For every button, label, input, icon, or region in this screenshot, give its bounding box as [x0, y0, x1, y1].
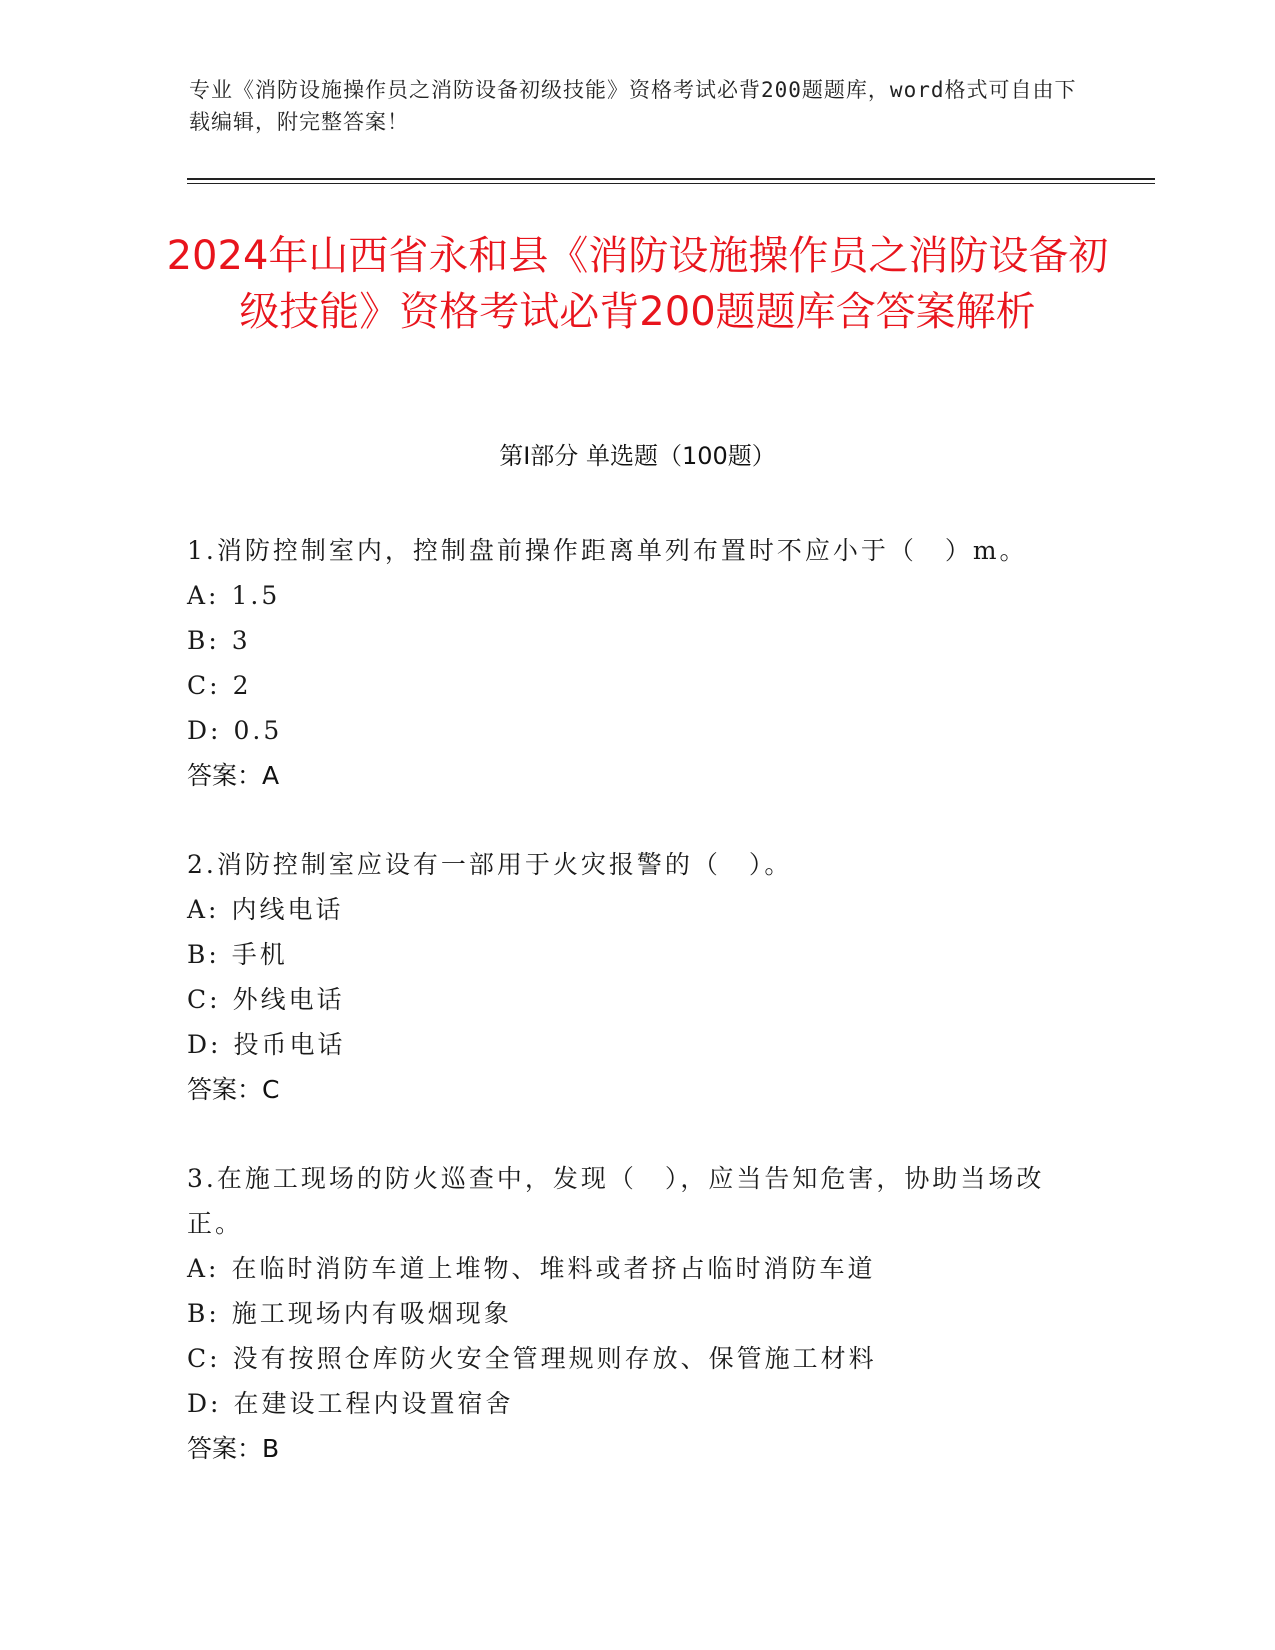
option-text: 外线电话 — [232, 985, 345, 1014]
option-text: 在临时消防车道上堆物、堆料或者挤占临时消防车道 — [231, 1254, 876, 1283]
question-2 — [187, 842, 1067, 1112]
option-key: B: — [187, 626, 220, 655]
option-d — [187, 1022, 1067, 1067]
option-text: 2 — [232, 671, 252, 700]
question-3 — [187, 1156, 1067, 1471]
option-text: 内线电话 — [231, 895, 344, 924]
question-stem: 1.消防控制室内，控制盘前操作距离单列布置时不应小于（ ）m。 — [187, 536, 1028, 565]
answer-line: 答案：A — [187, 761, 280, 790]
question-1 — [187, 528, 1067, 798]
option-a — [187, 573, 1067, 618]
answer-line: 答案：C — [187, 1075, 280, 1104]
option-c — [187, 977, 1067, 1022]
option-key: D: — [187, 1389, 222, 1418]
option-text: 手机 — [231, 940, 288, 969]
option-key: B: — [187, 1299, 220, 1328]
document-title: 2024年山西省永和县《消防设施操作员之消防设备初级技能》资格考试必背200题题库含答案解析 — [166, 233, 1109, 335]
option-text: 1.5 — [231, 581, 281, 610]
option-key: C: — [187, 1344, 221, 1373]
option-key: B: — [187, 940, 220, 969]
option-c — [187, 663, 1067, 708]
option-text: 没有按照仓库防火安全管理规则存放、保管施工材料 — [232, 1344, 877, 1373]
option-key: A: — [187, 1254, 220, 1283]
answer-line: 答案：B — [187, 1434, 280, 1463]
header-divider-thick — [187, 178, 1155, 180]
option-a — [187, 1246, 1067, 1291]
option-key: A: — [187, 895, 220, 924]
option-d — [187, 708, 1067, 753]
question-stem: 2.消防控制室应设有一部用于火灾报警的（ ）。 — [187, 850, 793, 879]
option-b — [187, 932, 1067, 977]
header-divider-thin — [187, 183, 1155, 184]
option-text: 投币电话 — [233, 1030, 346, 1059]
question-stem: 3.在施工现场的防火巡查中，发现（ ），应当告知危害，协助当场改正。 — [187, 1164, 1045, 1238]
option-a — [187, 887, 1067, 932]
option-key: C: — [187, 671, 221, 700]
option-key: D: — [187, 716, 222, 745]
option-text: 在建设工程内设置宿舍 — [233, 1389, 514, 1418]
question-list — [187, 528, 1067, 1515]
option-key: D: — [187, 1030, 222, 1059]
option-key: C: — [187, 985, 221, 1014]
header-note: 专业《消防设施操作员之消防设备初级技能》资格考试必背200题题库，word格式可自由下载编辑，附完整答案！ — [189, 78, 1077, 134]
option-text: 施工现场内有吸烟现象 — [231, 1299, 512, 1328]
option-key: A: — [187, 581, 220, 610]
option-b — [187, 1291, 1067, 1336]
option-text: 0.5 — [233, 716, 283, 745]
option-text: 3 — [231, 626, 251, 655]
option-b — [187, 618, 1067, 663]
option-c — [187, 1336, 1067, 1381]
section-title: 第Ⅰ部分 单选题（100题） — [499, 442, 776, 470]
option-d — [187, 1381, 1067, 1426]
